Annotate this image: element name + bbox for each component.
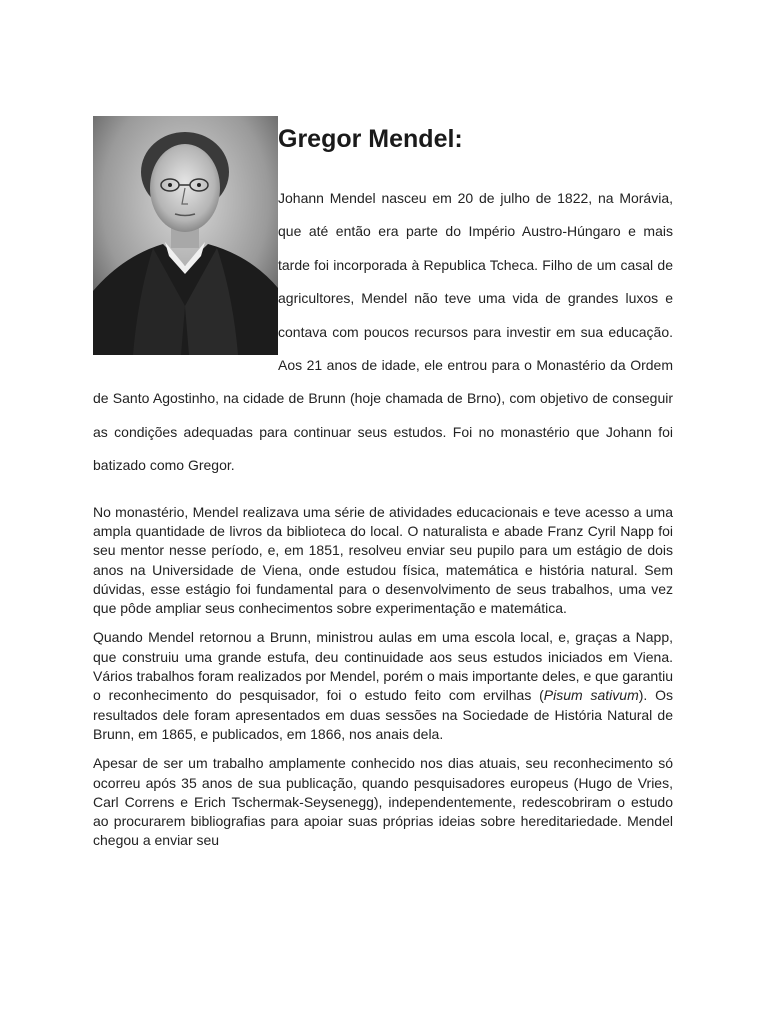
intro-paragraph: Johann Mendel nasceu em 20 de julho de 1822, na Morávia, que até então era parte do Império Austro-Húngaro e mais tarde foi incorporada à Republica Tcheca. Filho de um casal de agricultores, Mendel não teve uma vida de grandes luxos e contava com poucos recursos para investir em sua educação. Aos 21 anos de idade, ele entrou para o Monastério da Ordem de Santo Agostinho, na cidade de Brunn (hoje chamada de Brno), com objetivo de conseguir as condições adequadas para continuar seus estudos. Foi no monastério que Johann foi batizado como Gregor. [93, 190, 673, 474]
paragraph-monastery: No monastério, Mendel realizava uma série de atividades educacionais e teve acesso a uma ampla quantidade de livros da biblioteca do local. O naturalista e abade Franz Cyril Napp foi seu mentor nesse período, e, em 1851, resolveu enviar seu pupilo para um estágio de dois anos na Universidade de Viena, onde estudou física, matemática e história natural. Sem dúvidas, esse estágio foi fundamental para o desenvolvimento de seus trabalhos, uma vez que pôde ampliar seus conhecimentos sobre experimentação e matemática. [93, 503, 673, 617]
paragraph-3-text-b: ). Os resultados dele foram apresentados em duas sessões na Sociedade de História Natural de Brunn, em 1865, e publicados, em 1866, nos anais dela. [93, 687, 673, 742]
portrait-photo [93, 116, 278, 355]
paragraph-3-text-a: Quando Mendel retornou a Brunn, ministrou aulas em uma escola local, e, graças a Napp, que construiu uma grande estufa, deu continuidade aos seus estudos iniciados em Viena. Vários trabalhos foram realizados por Mendel, porém o mais importante deles, e que garantiu o reconhecimento do pesquisador, foi o estudo feito com ervilhas ( [93, 629, 673, 704]
paragraph-recognition: Apesar de ser um trabalho amplamente conhecido nos dias atuais, seu reconhecimento só ocorreu após 35 anos de sua publicação, quando pesquisadores europeus (Hugo de Vries, Carl Correns e Erich Tschermak-Seysenegg), independentemente, redescobriram o estudo ao procurarem bibliografias para apoiar suas próprias ideias sobre hereditariedade. Mendel chegou a enviar seu [93, 755, 673, 849]
species-name: Pisum sativum [543, 687, 639, 704]
page-title: Gregor Mendel: [278, 125, 463, 153]
document-page [93, 116, 673, 861]
paragraph-return-brunn [93, 628, 673, 744]
